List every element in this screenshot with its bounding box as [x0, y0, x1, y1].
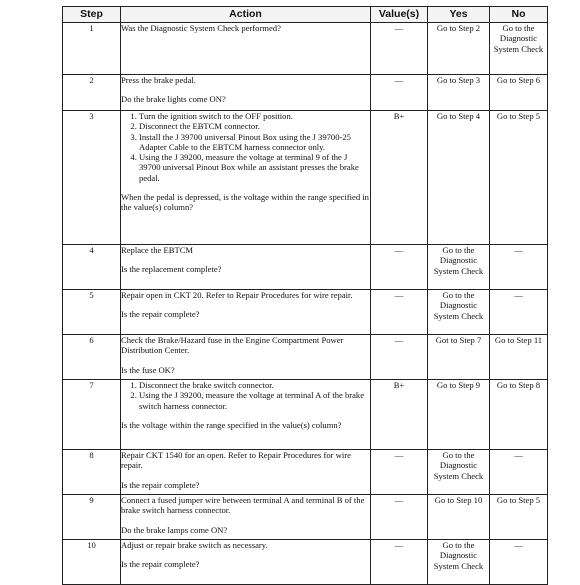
table-row — [63, 290, 548, 335]
yes-header: Yes — [428, 7, 490, 23]
value-cell: — — [371, 335, 428, 380]
yes-cell: Go to Step 2 — [428, 23, 490, 75]
procedure-step: 3. Install the J 39700 universal Pinout Box using the J 39700-25 Adapter Cable to the EBTCM harness connector only. — [139, 132, 370, 153]
yes-cell: Go to the Diagnostic System Check — [428, 540, 490, 585]
action-cell — [121, 290, 371, 335]
yes-cell: Got to Step 7 — [428, 335, 490, 380]
step-number: 3 — [63, 111, 121, 245]
no-cell: Go to Step 6 — [490, 75, 548, 111]
value-cell: — — [371, 290, 428, 335]
action-text: Was the Diagnostic System Check performed? — [121, 23, 281, 33]
step-header: Step — [63, 7, 121, 23]
yes-cell: Go to Step 10 — [428, 495, 490, 540]
value-cell: B+ — [371, 111, 428, 245]
table-row — [63, 380, 548, 450]
action-cell — [121, 75, 371, 111]
value-cell: — — [371, 540, 428, 585]
step-number: 7 — [63, 380, 121, 450]
step-number: 5 — [63, 290, 121, 335]
action-question: Do the brake lights come ON? — [121, 94, 226, 105]
action-cell — [121, 540, 371, 585]
no-cell: — — [490, 540, 548, 585]
no-cell: Go to Step 11 — [490, 335, 548, 380]
action-cell — [121, 245, 371, 290]
procedure-step: 4. Using the J 39200, measure the voltage at terminal 9 of the J 39700 universal Pinout Box while an assistant presses the brake pedal. — [139, 152, 370, 183]
action-question: Do the brake lamps come ON? — [121, 524, 228, 535]
yes-cell: Go to the Diagnostic System Check — [428, 290, 490, 335]
no-cell: Go to Step 5 — [490, 111, 548, 245]
no-cell: Go to Step 5 — [490, 495, 548, 540]
procedure-list — [121, 380, 370, 411]
step-number: 6 — [63, 335, 121, 380]
value-cell: — — [371, 23, 428, 75]
procedure-list — [121, 111, 370, 183]
table-row — [63, 23, 548, 75]
value-cell: — — [371, 75, 428, 111]
action-text: Connect a fused jumper wire between terminal A and terminal B of the brake switch harness connector. — [121, 495, 365, 516]
no-header: No — [490, 7, 548, 23]
step-number: 1 — [63, 23, 121, 75]
yes-cell: Go to Step 3 — [428, 75, 490, 111]
procedure-step: 2. Using the J 39200, measure the voltage at terminal A of the brake switch harness connector. — [139, 390, 370, 411]
action-question: Is the replacement complete? — [121, 264, 222, 275]
table-row — [63, 245, 548, 290]
no-cell: — — [490, 450, 548, 495]
values-header: Value(s) — [371, 7, 428, 23]
step-number: 8 — [63, 450, 121, 495]
header-row — [63, 7, 548, 23]
yes-cell: Go to the Diagnostic System Check — [428, 450, 490, 495]
step-number: 2 — [63, 75, 121, 111]
action-question: When the pedal is depressed, is the voltage within the range specified in the value(s) column? — [121, 192, 369, 213]
value-cell: — — [371, 450, 428, 495]
action-text: Repair CKT 1540 for an open. Refer to Repair Procedures for wire repair. — [121, 450, 351, 471]
action-text: Check the Brake/Hazard fuse in the Engine Compartment Power Distribution Center. — [121, 335, 344, 356]
action-cell — [121, 380, 371, 450]
action-text: Press the brake pedal. — [121, 75, 196, 85]
no-cell: — — [490, 245, 548, 290]
action-text: Repair open in CKT 20. Refer to Repair Procedures for wire repair. — [121, 290, 353, 300]
diagnostic-table — [62, 6, 548, 585]
table-row — [63, 495, 548, 540]
yes-cell: Go to Step 9 — [428, 380, 490, 450]
action-cell — [121, 495, 371, 540]
action-text: Replace the EBTCM — [121, 245, 194, 255]
value-cell: — — [371, 245, 428, 290]
table-row — [63, 75, 548, 111]
table-row — [63, 111, 548, 245]
table-row — [63, 540, 548, 585]
action-text: Adjust or repair brake switch as necessary. — [121, 540, 268, 550]
action-header: Action — [121, 7, 371, 23]
value-cell: — — [371, 495, 428, 540]
no-cell: Go to Step 8 — [490, 380, 548, 450]
no-cell: Go to the Diagnostic System Check — [490, 23, 548, 75]
step-number: 10 — [63, 540, 121, 585]
action-cell — [121, 111, 371, 245]
table-body — [63, 23, 548, 585]
table-row — [63, 335, 548, 380]
action-cell — [121, 23, 371, 75]
step-number: 4 — [63, 245, 121, 290]
action-question: Is the voltage within the range specified in the value(s) column? — [121, 419, 342, 430]
procedure-step: 2. Disconnect the EBTCM connector. — [139, 121, 370, 131]
action-question: Is the repair complete? — [121, 559, 200, 570]
action-question: Is the fuse OK? — [121, 364, 175, 375]
yes-cell: Go to Step 4 — [428, 111, 490, 245]
action-question: Is the repair complete? — [121, 479, 200, 490]
value-cell: B+ — [371, 380, 428, 450]
action-question: Is the repair complete? — [121, 309, 200, 320]
step-number: 9 — [63, 495, 121, 540]
no-cell: — — [490, 290, 548, 335]
table-row — [63, 450, 548, 495]
yes-cell: Go to the Diagnostic System Check — [428, 245, 490, 290]
action-cell — [121, 450, 371, 495]
procedure-step: 1. Disconnect the brake switch connector. — [139, 380, 370, 390]
procedure-step: 1. Turn the ignition switch to the OFF position. — [139, 111, 370, 121]
action-cell — [121, 335, 371, 380]
